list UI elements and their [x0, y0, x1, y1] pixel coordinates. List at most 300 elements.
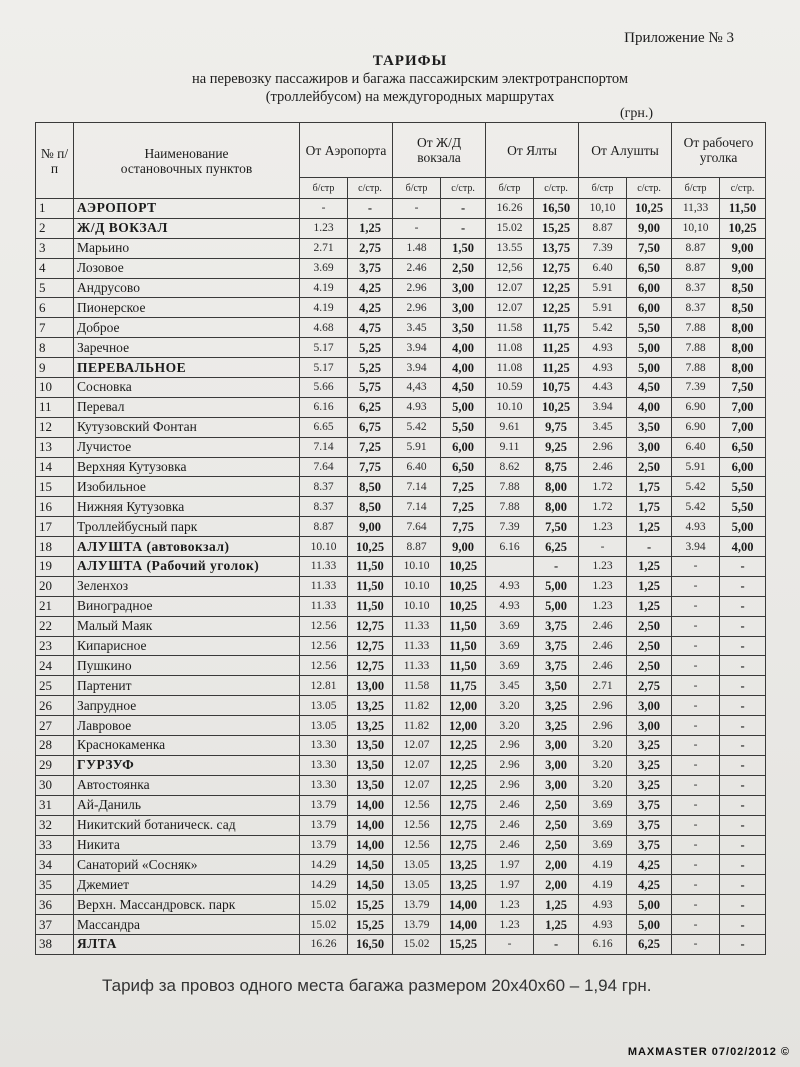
table-row [36, 318, 766, 338]
row-number: 27 [36, 716, 74, 736]
fare-b-str: 11.08 [486, 358, 534, 378]
fare-s-str: 6,50 [627, 258, 672, 278]
table-row [36, 397, 766, 417]
fare-b-str: 5.91 [579, 298, 627, 318]
table-row [36, 875, 766, 895]
fare-s-str: 6,50 [441, 457, 486, 477]
fare-s-str: 12,75 [348, 656, 393, 676]
fare-s-str: 10,25 [441, 596, 486, 616]
fare-s-str: 14,50 [348, 855, 393, 875]
fare-b-str: - [672, 915, 720, 935]
fare-b-str: 6.40 [579, 258, 627, 278]
table-row [36, 258, 766, 278]
fare-b-str: 1.48 [393, 238, 441, 258]
fare-b-str: 4.93 [393, 397, 441, 417]
fare-s-str: 12,25 [534, 278, 579, 298]
fare-b-str: 11.82 [393, 716, 441, 736]
stop-name: Заречное [74, 338, 300, 358]
fare-s-str: 11,50 [441, 616, 486, 636]
stop-name: ЯЛТА [74, 934, 300, 954]
row-number: 15 [36, 477, 74, 497]
fare-b-str: 5.42 [672, 497, 720, 517]
table-row [36, 596, 766, 616]
fare-b-str: - [672, 596, 720, 616]
fare-b-str: 3.20 [486, 716, 534, 736]
fare-s-str: - [720, 676, 766, 696]
fare-b-str: 3.69 [579, 815, 627, 835]
fare-s-str: 6,50 [720, 437, 766, 457]
fare-b-str: 6.16 [486, 537, 534, 557]
fare-b-str: 12.07 [486, 298, 534, 318]
row-number: 31 [36, 795, 74, 815]
fare-b-str: 2.46 [486, 815, 534, 835]
fare-s-str: 12,75 [534, 258, 579, 278]
fare-s-str: 14,00 [348, 795, 393, 815]
fare-b-str: 4.19 [300, 298, 348, 318]
header-from-yalta: От Ялты [486, 123, 579, 178]
table-row [36, 835, 766, 855]
fare-s-str: 3,25 [627, 736, 672, 756]
fare-b-str: - [672, 895, 720, 915]
fare-b-str: 8.37 [300, 497, 348, 517]
fare-b-str: 2.46 [579, 656, 627, 676]
row-number: 11 [36, 397, 74, 417]
fare-s-str: 10,25 [441, 576, 486, 596]
fare-s-str: 3,25 [534, 716, 579, 736]
fare-b-str: 3.94 [672, 537, 720, 557]
fare-b-str: 15.02 [486, 218, 534, 238]
fare-b-str: 12.81 [300, 676, 348, 696]
fare-s-str: 2,50 [441, 258, 486, 278]
row-number: 24 [36, 656, 74, 676]
stop-name: Ай-Даниль [74, 795, 300, 815]
document-title: ТАРИФЫ [372, 53, 448, 69]
fare-s-str: 8,50 [720, 278, 766, 298]
fare-b-str: 6.16 [300, 397, 348, 417]
fare-s-str: - [720, 576, 766, 596]
fare-s-str: 4,50 [627, 378, 672, 398]
fare-b-str: 3.94 [393, 358, 441, 378]
fare-b-str: 5.66 [300, 378, 348, 398]
fare-b-str: 3.69 [579, 835, 627, 855]
fare-b-str: 11.08 [486, 338, 534, 358]
fare-b-str: 3.94 [393, 338, 441, 358]
fare-b-str: 10.59 [486, 378, 534, 398]
fare-s-str: 7,00 [720, 397, 766, 417]
stop-name: Троллейбусный парк [74, 517, 300, 537]
stop-name: Виноградное [74, 596, 300, 616]
fare-b-str: 5.91 [579, 278, 627, 298]
fare-b-str: 12,56 [486, 258, 534, 278]
table-row [36, 736, 766, 756]
fare-b-str: 1.97 [486, 855, 534, 875]
row-number: 19 [36, 557, 74, 577]
fare-b-str: 2.71 [579, 676, 627, 696]
fare-s-str: 8,00 [720, 338, 766, 358]
table-row [36, 716, 766, 736]
fare-b-str: 8.87 [672, 238, 720, 258]
fare-s-str: 7,50 [720, 378, 766, 398]
header-name: Наименование остановочных пунктов [74, 123, 300, 199]
fare-b-str: 13.55 [486, 238, 534, 258]
stop-name: Марьино [74, 238, 300, 258]
fare-b-str: 13.05 [300, 716, 348, 736]
fare-b-str: 4.19 [579, 855, 627, 875]
fare-b-str: 7.39 [486, 517, 534, 537]
table-row [36, 676, 766, 696]
fare-b-str: 8.87 [672, 258, 720, 278]
fare-s-str: 11,75 [534, 318, 579, 338]
fare-s-str: 8,50 [348, 497, 393, 517]
fare-b-str: 3.45 [579, 417, 627, 437]
fare-s-str: 6,25 [627, 934, 672, 954]
row-number: 21 [36, 596, 74, 616]
fare-s-str: 5,25 [348, 338, 393, 358]
fare-s-str: 11,50 [348, 557, 393, 577]
stop-name: АЛУШТА (Рабочий уголок) [74, 557, 300, 577]
fare-b-str: 10.10 [300, 537, 348, 557]
stop-name: Лозовое [74, 258, 300, 278]
fare-s-str: 3,00 [627, 696, 672, 716]
fare-b-str: 1.72 [579, 477, 627, 497]
table-row [36, 815, 766, 835]
table-row [36, 696, 766, 716]
fare-b-str: 8.37 [300, 477, 348, 497]
fare-b-str [486, 557, 534, 577]
stop-name: Сосновка [74, 378, 300, 398]
stop-name: Зеленхоз [74, 576, 300, 596]
fare-s-str: 13,00 [348, 676, 393, 696]
fare-s-str: 5,00 [534, 596, 579, 616]
fare-s-str: 7,75 [348, 457, 393, 477]
fare-b-str: 7.88 [672, 358, 720, 378]
fare-s-str: 5,75 [348, 378, 393, 398]
table-row [36, 358, 766, 378]
fare-s-str: 16,50 [348, 934, 393, 954]
fare-b-str: 13.05 [300, 696, 348, 716]
fare-b-str: 12.56 [393, 795, 441, 815]
fare-b-str: 6.90 [672, 397, 720, 417]
fare-b-str: - [672, 616, 720, 636]
fare-b-str: 1.72 [579, 497, 627, 517]
stop-name: ГУРЗУФ [74, 755, 300, 775]
fare-s-str: 10,75 [534, 378, 579, 398]
stop-name: Джемиет [74, 875, 300, 895]
subheader-b-str: б/стр [486, 178, 534, 199]
fare-s-str: 3,75 [534, 636, 579, 656]
fare-b-str: 4.93 [579, 358, 627, 378]
fare-s-str: 2,00 [534, 875, 579, 895]
table-row [36, 775, 766, 795]
row-number: 38 [36, 934, 74, 954]
fare-b-str: 12.07 [393, 755, 441, 775]
fare-s-str: 2,00 [534, 855, 579, 875]
fare-b-str: - [393, 218, 441, 238]
fare-b-str: 11.33 [300, 557, 348, 577]
fare-b-str: 1.23 [579, 557, 627, 577]
fare-s-str: 13,50 [348, 736, 393, 756]
stop-name: Партенит [74, 676, 300, 696]
fare-b-str: 10.10 [486, 397, 534, 417]
fare-s-str: - [720, 696, 766, 716]
fare-s-str: 11,75 [441, 676, 486, 696]
fare-s-str: - [627, 537, 672, 557]
row-number: 9 [36, 358, 74, 378]
stop-name: Пушкино [74, 656, 300, 676]
stop-name: Санаторий «Сосняк» [74, 855, 300, 875]
fare-s-str: - [720, 775, 766, 795]
stop-name: Массандра [74, 915, 300, 935]
stop-name: Автостоянка [74, 775, 300, 795]
fare-b-str: 8.87 [579, 218, 627, 238]
row-number: 35 [36, 875, 74, 895]
fare-b-str: 13.79 [300, 835, 348, 855]
fare-s-str: 1,25 [627, 576, 672, 596]
fare-b-str: - [300, 199, 348, 219]
table-row [36, 934, 766, 954]
fare-s-str: 3,75 [534, 656, 579, 676]
fare-b-str: - [672, 736, 720, 756]
fare-b-str: 3.20 [579, 755, 627, 775]
row-number: 4 [36, 258, 74, 278]
fare-b-str: - [393, 199, 441, 219]
fare-s-str: - [720, 934, 766, 954]
fare-s-str: 6,25 [348, 397, 393, 417]
fare-s-str: 5,00 [627, 915, 672, 935]
stop-name: ПЕРЕВАЛЬНОЕ [74, 358, 300, 378]
fare-s-str: 5,00 [627, 358, 672, 378]
fare-s-str: 3,00 [441, 278, 486, 298]
fare-s-str: 5,00 [441, 397, 486, 417]
table-row [36, 278, 766, 298]
row-number: 30 [36, 775, 74, 795]
fare-b-str: 10.10 [393, 576, 441, 596]
fare-s-str: 10,25 [348, 537, 393, 557]
row-number: 10 [36, 378, 74, 398]
fare-s-str: 2,50 [627, 636, 672, 656]
stop-name: Верхн. Массандровск. парк [74, 895, 300, 915]
fare-s-str: 5,00 [627, 338, 672, 358]
stop-name: Кутузовский Фонтан [74, 417, 300, 437]
subheader-b-str: б/стр [300, 178, 348, 199]
table-row [36, 218, 766, 238]
row-number: 14 [36, 457, 74, 477]
fare-b-str: 5.91 [393, 437, 441, 457]
row-number: 32 [36, 815, 74, 835]
fare-b-str: 3.45 [486, 676, 534, 696]
fare-s-str: - [720, 795, 766, 815]
row-number: 1 [36, 199, 74, 219]
fare-b-str: 4.19 [579, 875, 627, 895]
fare-b-str: - [672, 656, 720, 676]
fare-s-str: 5,50 [720, 497, 766, 517]
fare-s-str: 14,00 [348, 835, 393, 855]
subheader-s-str: с/стр. [627, 178, 672, 199]
fare-s-str: 1,75 [627, 497, 672, 517]
row-number: 12 [36, 417, 74, 437]
fare-b-str: - [672, 795, 720, 815]
fare-s-str: - [720, 596, 766, 616]
fare-s-str: 12,00 [441, 716, 486, 736]
fare-b-str: 7.14 [393, 477, 441, 497]
fare-b-str: 1.23 [579, 517, 627, 537]
stop-name: Кипарисное [74, 636, 300, 656]
row-number: 3 [36, 238, 74, 258]
fare-s-str: 6,25 [534, 537, 579, 557]
fare-s-str: 9,25 [534, 437, 579, 457]
fare-s-str: 7,25 [441, 477, 486, 497]
fare-b-str: 3.20 [486, 696, 534, 716]
fare-s-str: 13,25 [441, 875, 486, 895]
fare-s-str: 5,00 [534, 576, 579, 596]
stop-name: Лавровое [74, 716, 300, 736]
fare-b-str: 4.19 [300, 278, 348, 298]
row-number: 23 [36, 636, 74, 656]
fare-b-str: 4.43 [579, 378, 627, 398]
row-number: 13 [36, 437, 74, 457]
fare-b-str: 12.56 [300, 636, 348, 656]
fare-b-str: 3.94 [579, 397, 627, 417]
row-number: 17 [36, 517, 74, 537]
fare-s-str: 6,00 [720, 457, 766, 477]
stop-name: Перевал [74, 397, 300, 417]
fare-s-str: 9,00 [441, 537, 486, 557]
fare-b-str: 7.39 [672, 378, 720, 398]
fare-s-str: 15,25 [441, 934, 486, 954]
row-number: 29 [36, 755, 74, 775]
fare-b-str: 8.87 [393, 537, 441, 557]
fare-s-str: 11,50 [720, 199, 766, 219]
fare-b-str: 15.02 [300, 895, 348, 915]
fare-b-str: 3.69 [486, 636, 534, 656]
fare-s-str: 5,50 [720, 477, 766, 497]
table-row [36, 895, 766, 915]
fare-s-str: 5,25 [348, 358, 393, 378]
fare-b-str: 11.33 [393, 656, 441, 676]
table-row [36, 755, 766, 775]
table-row [36, 477, 766, 497]
fare-b-str: 6.65 [300, 417, 348, 437]
fare-s-str: 6,75 [348, 417, 393, 437]
fare-b-str: - [672, 557, 720, 577]
fare-s-str: 13,25 [348, 696, 393, 716]
fare-s-str: 1,25 [627, 517, 672, 537]
fare-s-str: 9,00 [720, 258, 766, 278]
fare-s-str: 1,25 [534, 895, 579, 915]
fare-s-str: - [720, 736, 766, 756]
fare-s-str: 4,25 [348, 278, 393, 298]
fare-b-str: 11.33 [300, 596, 348, 616]
fare-s-str: 7,00 [720, 417, 766, 437]
fare-s-str: 4,00 [441, 358, 486, 378]
appendix-label: Приложение № 3 [624, 30, 734, 46]
fare-b-str: 16.26 [486, 199, 534, 219]
document-subtitle-line2: (троллейбусом) на междугородных маршрутах [265, 89, 555, 105]
fare-b-str: 7.14 [300, 437, 348, 457]
row-number: 34 [36, 855, 74, 875]
table-row [36, 636, 766, 656]
fare-s-str: 3,75 [348, 258, 393, 278]
fare-s-str: 10,25 [534, 397, 579, 417]
fare-b-str: 11.82 [393, 696, 441, 716]
fare-b-str: 5.42 [672, 477, 720, 497]
fare-b-str: 2.46 [393, 258, 441, 278]
fare-b-str: 7.14 [393, 497, 441, 517]
fare-b-str: 1.97 [486, 875, 534, 895]
stop-name: Нижняя Кутузовка [74, 497, 300, 517]
fare-b-str: 3.20 [579, 736, 627, 756]
fare-s-str: - [348, 199, 393, 219]
row-number: 20 [36, 576, 74, 596]
table-row [36, 417, 766, 437]
row-number: 18 [36, 537, 74, 557]
fare-s-str: 3,75 [627, 795, 672, 815]
fare-s-str: 15,25 [348, 915, 393, 935]
fare-s-str: 6,00 [627, 298, 672, 318]
fare-s-str: - [720, 557, 766, 577]
fare-s-str: - [720, 835, 766, 855]
currency-unit: (грн.) [620, 106, 654, 121]
fare-s-str: 8,00 [534, 497, 579, 517]
fare-s-str: 1,50 [441, 238, 486, 258]
fare-s-str: 12,00 [441, 696, 486, 716]
fare-s-str: 10,25 [720, 218, 766, 238]
fare-s-str: 1,25 [627, 557, 672, 577]
table-row [36, 199, 766, 219]
fare-b-str: 2.96 [486, 755, 534, 775]
fare-b-str: 10.10 [393, 596, 441, 616]
fare-b-str: 1.23 [300, 218, 348, 238]
fare-b-str: 7.88 [486, 477, 534, 497]
fare-b-str: 15.02 [393, 934, 441, 954]
fare-b-str: 15.02 [300, 915, 348, 935]
fare-b-str: 11.58 [393, 676, 441, 696]
fare-s-str: 10,25 [627, 199, 672, 219]
fare-b-str: 16.26 [300, 934, 348, 954]
fare-s-str: - [720, 716, 766, 736]
stop-name: АЛУШТА (автовокзал) [74, 537, 300, 557]
fare-s-str: 4,75 [348, 318, 393, 338]
fare-s-str: 9,00 [627, 218, 672, 238]
fare-s-str: - [720, 855, 766, 875]
fare-s-str: - [720, 915, 766, 935]
fare-b-str: 2.96 [579, 437, 627, 457]
fare-s-str: 9,00 [348, 517, 393, 537]
stop-name: Доброе [74, 318, 300, 338]
fare-b-str: 6.90 [672, 417, 720, 437]
fare-s-str: 7,50 [627, 238, 672, 258]
stop-name: Краснокаменка [74, 736, 300, 756]
fare-b-str: 9.61 [486, 417, 534, 437]
fare-b-str: - [579, 537, 627, 557]
fare-b-str: - [486, 934, 534, 954]
fare-b-str: 2.46 [579, 457, 627, 477]
fare-b-str: 6.40 [393, 457, 441, 477]
fare-s-str: 4,00 [720, 537, 766, 557]
fare-b-str: 11.33 [300, 576, 348, 596]
fare-b-str: 4.93 [486, 576, 534, 596]
fare-s-str: 6,00 [627, 278, 672, 298]
title-block [120, 52, 700, 106]
fare-b-str: 7.88 [486, 497, 534, 517]
fare-s-str: - [720, 875, 766, 895]
fare-b-str: 12.56 [393, 815, 441, 835]
stop-name: АЭРОПОРТ [74, 199, 300, 219]
header-from-airport: От Аэропорта [300, 123, 393, 178]
fare-s-str: 16,50 [534, 199, 579, 219]
fare-s-str: - [720, 895, 766, 915]
fare-s-str: 4,00 [441, 338, 486, 358]
